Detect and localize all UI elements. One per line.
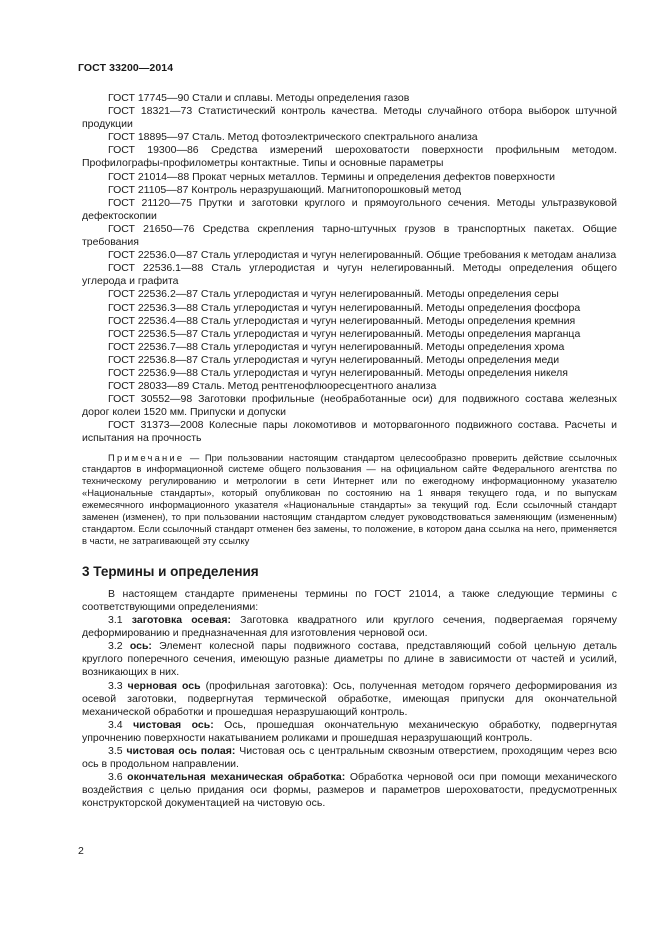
term-number: 3.5 — [108, 745, 123, 757]
reference-item: ГОСТ 22536.3—88 Сталь углеродистая и чугун нелегированный. Методы определения фосфора — [108, 301, 581, 314]
term-number: 3.3 — [108, 679, 123, 692]
reference-item: ГОСТ 22536.1—88 Сталь углеродистая и чугун нелегированный. Методы определения общего углерода и графита — [82, 262, 617, 288]
reference-item: ГОСТ 19300—86 Средства измерений шероховатости поверхности профильным методом. Профилографы-профилометры контактные. Типы и основные параметры — [82, 144, 617, 170]
term-text: Чистовая ось с центральным сквозным отверстием, проходящим через всю ось в продольном направлении. — [82, 745, 618, 771]
term-text: Обработка черновой оси при помощи механического воздействия с целью придания оси формы, размеров и параметров шероховатости, предусмотренных конструкторской документацией на чистовую ось. — [82, 771, 617, 810]
references-list — [82, 92, 617, 446]
reference-item: ГОСТ 21105—87 Контроль неразрушающий. Магнитопорошковый метод — [108, 183, 462, 196]
section-heading: 3 Термины и определения — [82, 563, 259, 579]
term-number: 3.4 — [108, 718, 123, 731]
term-definition — [82, 614, 617, 640]
reference-item: ГОСТ 31373—2008 Колесные пары локомотивов и моторвагонного подвижного состава. Расчеты и испытания на прочность — [82, 419, 617, 445]
page-number: 2 — [78, 845, 84, 857]
term-definition — [82, 771, 617, 810]
reference-item: ГОСТ 22536.7—88 Сталь углеродистая и чугун нелегированный. Методы определения хрома — [108, 340, 565, 353]
reference-item: ГОСТ 17745—90 Стали и сплавы. Методы определения газов — [108, 92, 410, 104]
term-number: 3.1 — [108, 614, 123, 627]
term-number: 3.2 — [108, 640, 123, 653]
document-header: ГОСТ 33200—2014 — [78, 62, 174, 74]
reference-item: ГОСТ 22536.5—87 Сталь углеродистая и чугун нелегированный. Методы определения марганца — [108, 327, 581, 340]
section-intro: В настоящем стандарте применены термины по ГОСТ 21014, а также следующие термины с соответствующими определениями: — [82, 587, 617, 613]
reference-item: ГОСТ 30552—98 Заготовки профильные (необработанные оси) для подвижного состава железных дорог колеи 1520 мм. Припуски и допуски — [82, 393, 617, 419]
term-definition — [82, 745, 617, 771]
term-text: (профильная заготовка): Ось, полученная методом горячего деформирования из осевой заготовки, подвергнутая термической обработке, имеющая припуски для окончательной механической обработки и прошедшая неразрушающий контроль. — [82, 679, 618, 718]
term-text: Элемент колесной пары подвижного состава, представляющий собой цельную деталь круглого поперечного сечения, имеющую разные диаметры по длине в зависимости от частей и усилий, возникающих в них. — [82, 640, 617, 679]
term-number: 3.6 — [108, 771, 123, 784]
reference-item: ГОСТ 21120—75 Прутки и заготовки круглого и прямоугольного сечения. Методы ультразвуковой дефектоскопии — [82, 196, 617, 222]
reference-item: ГОСТ 22536.8—87 Сталь углеродистая и чугун нелегированный. Методы определения меди — [108, 353, 560, 366]
note-label: Примечание — [108, 451, 185, 463]
term-text: Ось, прошедшая окончательную механическую обработку, подвергнутая упрочнению поверхности накатыванием роликами и прошедшая неразрушающий контроль. — [82, 718, 618, 744]
reference-item: ГОСТ 22536.9—88 Сталь углеродистая и чугун нелегированный. Методы определения никеля — [108, 366, 568, 379]
term-name: окончательная механическая обработка: — [127, 771, 346, 784]
term-definition — [82, 680, 617, 719]
term-definition — [82, 640, 617, 679]
term-name: заготовка осевая: — [131, 614, 231, 627]
reference-item: ГОСТ 18321—73 Статистический контроль качества. Методы случайного отбора выборок штучной продукции — [82, 105, 617, 131]
term-text: Заготовка квадратного или круглого сечения, подвергаемая горячему деформированию и предназначенная для изготовления черновой оси. — [82, 614, 617, 640]
term-name: ось: — [129, 640, 152, 653]
document-body — [82, 92, 617, 810]
reference-item: ГОСТ 21014—88 Прокат черных металлов. Термины и определения дефектов поверхности — [108, 170, 556, 183]
reference-item: ГОСТ 18895—97 Сталь. Метод фотоэлектрического спектрального анализа — [108, 131, 478, 144]
term-definition — [82, 719, 617, 745]
reference-item: ГОСТ 22536.4—88 Сталь углеродистая и чугун нелегированный. Методы определения кремния — [108, 314, 576, 327]
reference-item: ГОСТ 21650—76 Средства скрепления тарно-штучных грузов в транспортных пакетах. Общие требования — [82, 222, 617, 249]
note-paragraph — [82, 452, 617, 547]
reference-item: ГОСТ 22536.2—87 Сталь углеродистая и чугун нелегированный. Методы определения серы — [108, 288, 559, 301]
term-name: чистовая ось: — [133, 718, 214, 731]
reference-item: ГОСТ 22536.0—87 Сталь углеродистая и чугун нелегированный. Общие требования к методам анализа — [108, 249, 617, 262]
term-name: чистовая ось полая: — [126, 745, 236, 757]
reference-item: ГОСТ 28033—89 Сталь. Метод рентгенофлюоресцентного анализа — [108, 380, 437, 393]
term-name: черновая ось — [127, 679, 201, 692]
note-text: — При пользовании настоящим стандартом целесообразно проверить действие ссылочных стандартов в информационной системе общего пользования — на официальном сайте Федерального агентства по техническому регулированию и метрологии в сети Интернет или по ежегодному информационному указателю «Национальные стандарты», который опубликован по состоянию на 1 января текущего года, и по выпускам ежемесячного информационного указателя «Национальные стандарты» за текущий год. Если ссылочный стандарт заменен (изменен), то при пользовании настоящим стандартом следует руководствоваться заменяющим (измененным) стандартом. Если ссылочный стандарт отменен без замены, то положение, в котором дана ссылка на него, применяется в части, не затрагивающей эту ссылку — [82, 451, 617, 546]
